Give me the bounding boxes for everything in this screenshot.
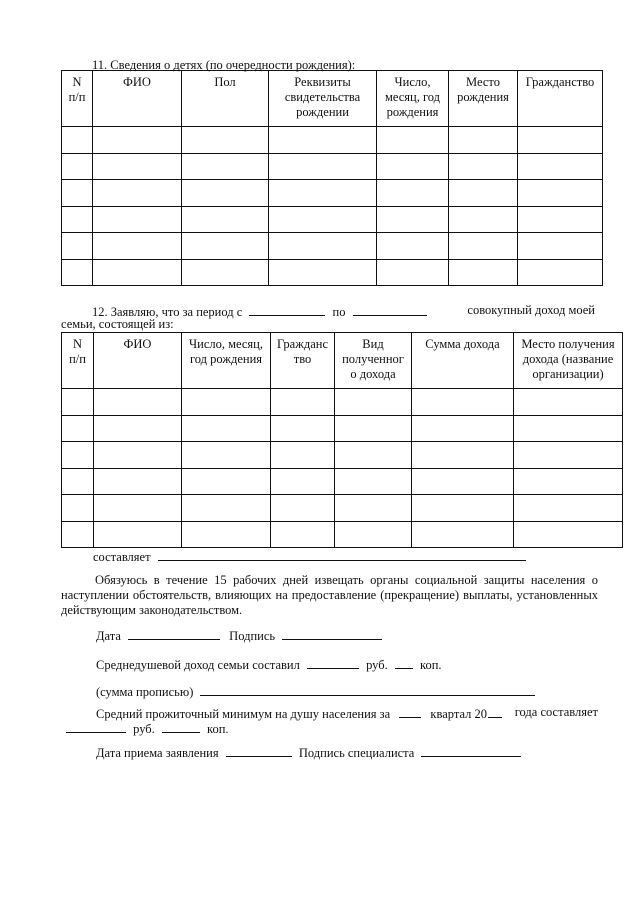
column-header: Число, месяц, год рождения (377, 71, 449, 127)
table-cell[interactable] (514, 442, 623, 469)
subsistence-rub-label: руб. (133, 722, 155, 736)
column-header: N п/п (62, 333, 94, 389)
table-cell[interactable] (449, 127, 518, 154)
column-header: Гражданство (518, 71, 603, 127)
table-cell[interactable] (94, 415, 182, 442)
table-cell[interactable] (182, 127, 269, 154)
table-cell[interactable] (518, 153, 603, 180)
table-cell[interactable] (335, 521, 412, 548)
date-field[interactable] (128, 627, 220, 640)
table-cell[interactable] (182, 442, 271, 469)
subsistence-line2 (66, 720, 229, 737)
table-cell[interactable] (93, 233, 182, 260)
table-cell[interactable] (271, 468, 335, 495)
table-cell[interactable] (514, 521, 623, 548)
table-row (62, 180, 603, 207)
table-cell[interactable] (377, 153, 449, 180)
table-cell[interactable] (412, 415, 514, 442)
intro-part3: совокупный доход моей (467, 303, 595, 317)
table-cell[interactable] (335, 389, 412, 416)
table-cell[interactable] (94, 442, 182, 469)
column-header: Место рождения (449, 71, 518, 127)
table-cell[interactable] (182, 180, 269, 207)
table-row (62, 206, 603, 233)
table-cell[interactable] (93, 259, 182, 286)
period-to-field[interactable] (353, 303, 427, 316)
table-cell[interactable] (269, 233, 377, 260)
avg-income-rub-label: руб. (366, 658, 388, 672)
income-table (61, 332, 623, 548)
column-header: Пол (182, 71, 269, 127)
table-cell[interactable] (449, 259, 518, 286)
table-cell[interactable] (449, 233, 518, 260)
intro-part1: 12. Заявляю, что за период с (92, 305, 243, 319)
subsistence-kop-label: коп. (207, 722, 229, 736)
table-cell[interactable] (62, 206, 93, 233)
table-cell[interactable] (449, 206, 518, 233)
table-cell[interactable] (182, 495, 271, 522)
specialist-signature-label: Подпись специалиста (298, 746, 415, 760)
column-header: Вид полученног о дохода (335, 333, 412, 389)
table-cell[interactable] (412, 521, 514, 548)
table-cell[interactable] (62, 180, 93, 207)
table-cell[interactable] (94, 495, 182, 522)
receipt-date-field[interactable] (226, 744, 292, 757)
table-cell[interactable] (271, 495, 335, 522)
table-cell[interactable] (514, 495, 623, 522)
table-cell[interactable] (93, 153, 182, 180)
table-cell[interactable] (412, 389, 514, 416)
avg-income-rub-field[interactable] (307, 656, 359, 669)
column-header: ФИО (94, 333, 182, 389)
avg-income-label: Среднедушевой доход семьи составил (96, 658, 300, 672)
table-cell[interactable] (269, 153, 377, 180)
table-cell[interactable] (182, 206, 269, 233)
table-row (62, 259, 603, 286)
table-cell[interactable] (182, 521, 271, 548)
table-cell[interactable] (62, 468, 94, 495)
table-cell[interactable] (62, 415, 94, 442)
intro-part2: по (332, 305, 346, 319)
sum-words-label: (сумма прописью) (96, 685, 194, 699)
table-cell[interactable] (514, 415, 623, 442)
column-header: ФИО (93, 71, 182, 127)
sum-words-field[interactable] (200, 683, 535, 696)
column-header: Реквизиты свидетельства рождении (269, 71, 377, 127)
table-cell[interactable] (518, 259, 603, 286)
table-cell[interactable] (93, 180, 182, 207)
table-cell[interactable] (269, 206, 377, 233)
sostavlyaet-line (93, 548, 526, 565)
table-cell[interactable] (182, 415, 271, 442)
table-row (62, 389, 623, 416)
total-income-field[interactable] (158, 548, 526, 561)
children-table (61, 70, 603, 286)
column-header: Гражданс тво (271, 333, 335, 389)
table-cell[interactable] (94, 521, 182, 548)
quarter-field[interactable] (399, 705, 421, 718)
table-cell[interactable] (518, 127, 603, 154)
table-cell[interactable] (271, 442, 335, 469)
table-cell[interactable] (335, 468, 412, 495)
column-header: Число, месяц, год рождения (182, 333, 271, 389)
table-cell[interactable] (93, 206, 182, 233)
specialist-signature-field[interactable] (421, 744, 521, 757)
column-header: Сумма дохода (412, 333, 514, 389)
table-cell[interactable] (62, 495, 94, 522)
table-cell[interactable] (94, 468, 182, 495)
table-cell[interactable] (377, 180, 449, 207)
table-cell[interactable] (269, 259, 377, 286)
table-row (62, 153, 603, 180)
table-cell[interactable] (182, 468, 271, 495)
table-cell[interactable] (518, 233, 603, 260)
table-cell[interactable] (449, 153, 518, 180)
table-cell[interactable] (62, 233, 93, 260)
avg-income-kop-label: коп. (420, 658, 442, 672)
section11-title: 11. Сведения о детях (по очередности рождения): (92, 58, 356, 72)
section12-intro-line2: семьи, состоящей из: (61, 317, 174, 331)
table-row (62, 127, 603, 154)
table-cell[interactable] (93, 127, 182, 154)
subsistence-part2: квартал 20 (430, 707, 487, 721)
table-cell[interactable] (269, 180, 377, 207)
table-row (62, 521, 623, 548)
obligation-paragraph: Обязуюсь в течение 15 рабочих дней извещать органы социальной защиты населения о наступлении обстоятельств, влияющих на предоставление (прекращение) выплаты, установленных действующим законодательством. (61, 573, 598, 617)
table-cell[interactable] (62, 389, 94, 416)
table-cell[interactable] (514, 468, 623, 495)
sostavlyaet-label: составляет (93, 550, 151, 564)
table-cell[interactable] (412, 468, 514, 495)
table-cell[interactable] (377, 206, 449, 233)
table-cell[interactable] (62, 259, 93, 286)
table-cell[interactable] (412, 442, 514, 469)
table-cell[interactable] (182, 259, 269, 286)
table-cell[interactable] (377, 233, 449, 260)
subsistence-part1: Средний прожиточный минимум на душу населения за (96, 707, 391, 721)
table-row (62, 495, 623, 522)
table-cell[interactable] (449, 180, 518, 207)
date-signature-line (96, 627, 382, 644)
signature-label: Подпись (229, 629, 276, 643)
table-cell[interactable] (271, 389, 335, 416)
table-cell[interactable] (377, 127, 449, 154)
table-cell[interactable] (182, 389, 271, 416)
table-cell[interactable] (62, 153, 93, 180)
table-cell[interactable] (518, 206, 603, 233)
table-row (62, 415, 623, 442)
table-cell[interactable] (335, 442, 412, 469)
table-cell[interactable] (62, 442, 94, 469)
subsistence-kop-field[interactable] (162, 720, 200, 733)
table-cell[interactable] (62, 127, 93, 154)
date-label: Дата (96, 629, 121, 643)
table-cell[interactable] (518, 180, 603, 207)
table-cell[interactable] (514, 389, 623, 416)
receipt-line (96, 744, 521, 761)
sum-words-line (96, 683, 535, 700)
column-header: Место получения дохода (название организации) (514, 333, 623, 389)
table-row (62, 468, 623, 495)
subsistence-part3: года составляет (514, 705, 598, 719)
column-header: N п/п (62, 71, 93, 127)
table-cell[interactable] (335, 495, 412, 522)
period-from-field[interactable] (249, 303, 325, 316)
table-cell[interactable] (412, 495, 514, 522)
table-cell[interactable] (271, 415, 335, 442)
table-cell[interactable] (62, 521, 94, 548)
table-cell[interactable] (269, 127, 377, 154)
table-cell[interactable] (335, 415, 412, 442)
table-cell[interactable] (377, 259, 449, 286)
subsistence-rub-field[interactable] (66, 720, 126, 733)
table-cell[interactable] (182, 233, 269, 260)
avg-income-line (96, 656, 442, 673)
avg-income-kop-field[interactable] (395, 656, 413, 669)
receipt-date-label: Дата приема заявления (96, 746, 219, 760)
table-cell[interactable] (182, 153, 269, 180)
table-row (62, 233, 603, 260)
table-row (62, 442, 623, 469)
year-field[interactable] (488, 705, 502, 718)
signature-field[interactable] (282, 627, 382, 640)
table-cell[interactable] (271, 521, 335, 548)
table-cell[interactable] (94, 389, 182, 416)
